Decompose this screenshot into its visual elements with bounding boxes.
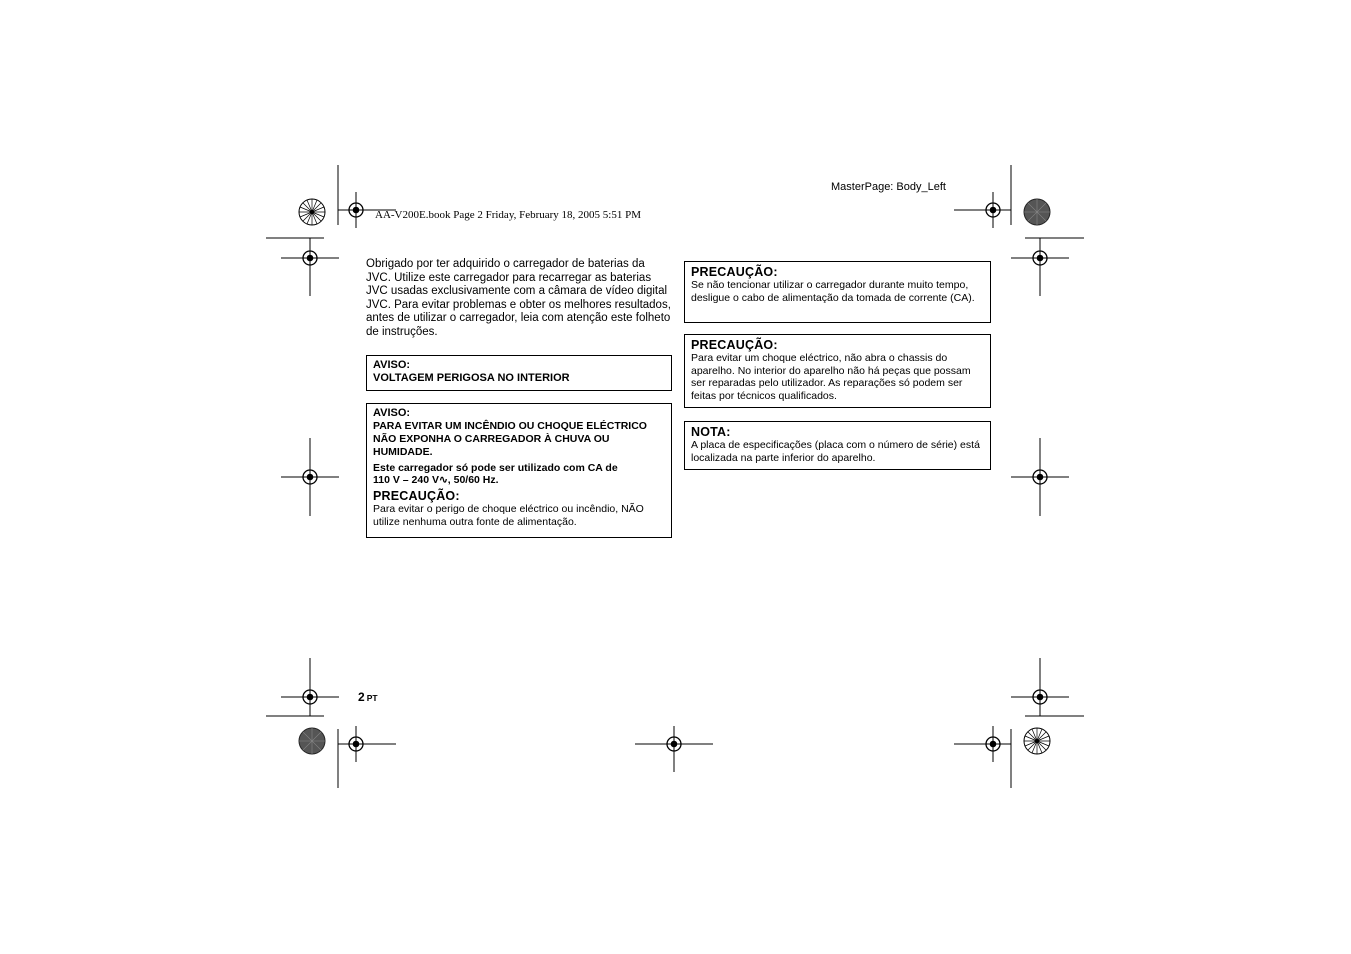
precaucao-box-chassis — [684, 334, 991, 408]
aviso-text: VOLTAGEM PERIGOSA NO INTERIOR — [373, 372, 570, 384]
aviso-box-voltage — [366, 355, 672, 391]
nota-heading: NOTA: — [691, 425, 731, 439]
book-info-header: AA-V200E.book Page 2 Friday, February 18, 2005 5:51 PM — [375, 209, 642, 221]
nota-text: A placa de especificações (placa com o número de série) está localizada na parte inferior do aparelho. — [691, 439, 980, 464]
masterpage-label: MasterPage: Body_Left — [831, 181, 946, 193]
nota-box — [684, 421, 991, 470]
page-number-value: 2 — [358, 690, 365, 704]
ac-line-1: Este carregador só pode ser utilizado com CA de — [373, 462, 618, 474]
aviso-heading: AVISO: — [373, 359, 411, 371]
aviso-heading: AVISO: — [373, 407, 411, 419]
precaucao-heading: PRECAUÇÃO: — [691, 265, 778, 279]
precaucao-heading: PRECAUÇÃO: — [691, 338, 778, 352]
precaucao-text: Para evitar um choque eléctrico, não abra o chassis do aparelho. No interior do aparelho não há peças que possam ser reparadas pelo utilizador. As reparações só podem ser feitas por técnicos qualificados. — [691, 352, 971, 403]
precaucao-text: Se não tencionar utilizar o carregador durante muito tempo, desligue o cabo de alimentação da tomada de corrente (CA). — [691, 279, 975, 304]
intro-paragraph: Obrigado por ter adquirido o carregador de baterias da JVC. Utilize este carregador para recarregar as baterias JVC usadas exclusivamente com a câmara de vídeo digital JVC. Para evitar problemas e obter os melhores resultados, antes de utilizar o carregador, leia com atenção este folheto de instruções. — [366, 258, 671, 338]
page-number — [358, 690, 378, 704]
language-code: PT — [366, 693, 378, 703]
caution-text: Para evitar o perigo de choque eléctrico ou incêndio, NÃO utilize nenhuma outra fonte de alimentação. — [373, 503, 644, 528]
ac-line-2: 110 V – 240 V∿, 50/60 Hz. — [373, 474, 499, 486]
precaucao-box-unplug — [684, 261, 991, 323]
caution-heading: PRECAUÇÃO: — [373, 489, 460, 503]
aviso-box-fire — [366, 403, 672, 538]
aviso-caps-text: PARA EVITAR UM INCÊNDIO OU CHOQUE ELÉCTRICO NÃO EXPONHA O CARREGADOR À CHUVA OU HUMIDADE. — [373, 420, 647, 458]
